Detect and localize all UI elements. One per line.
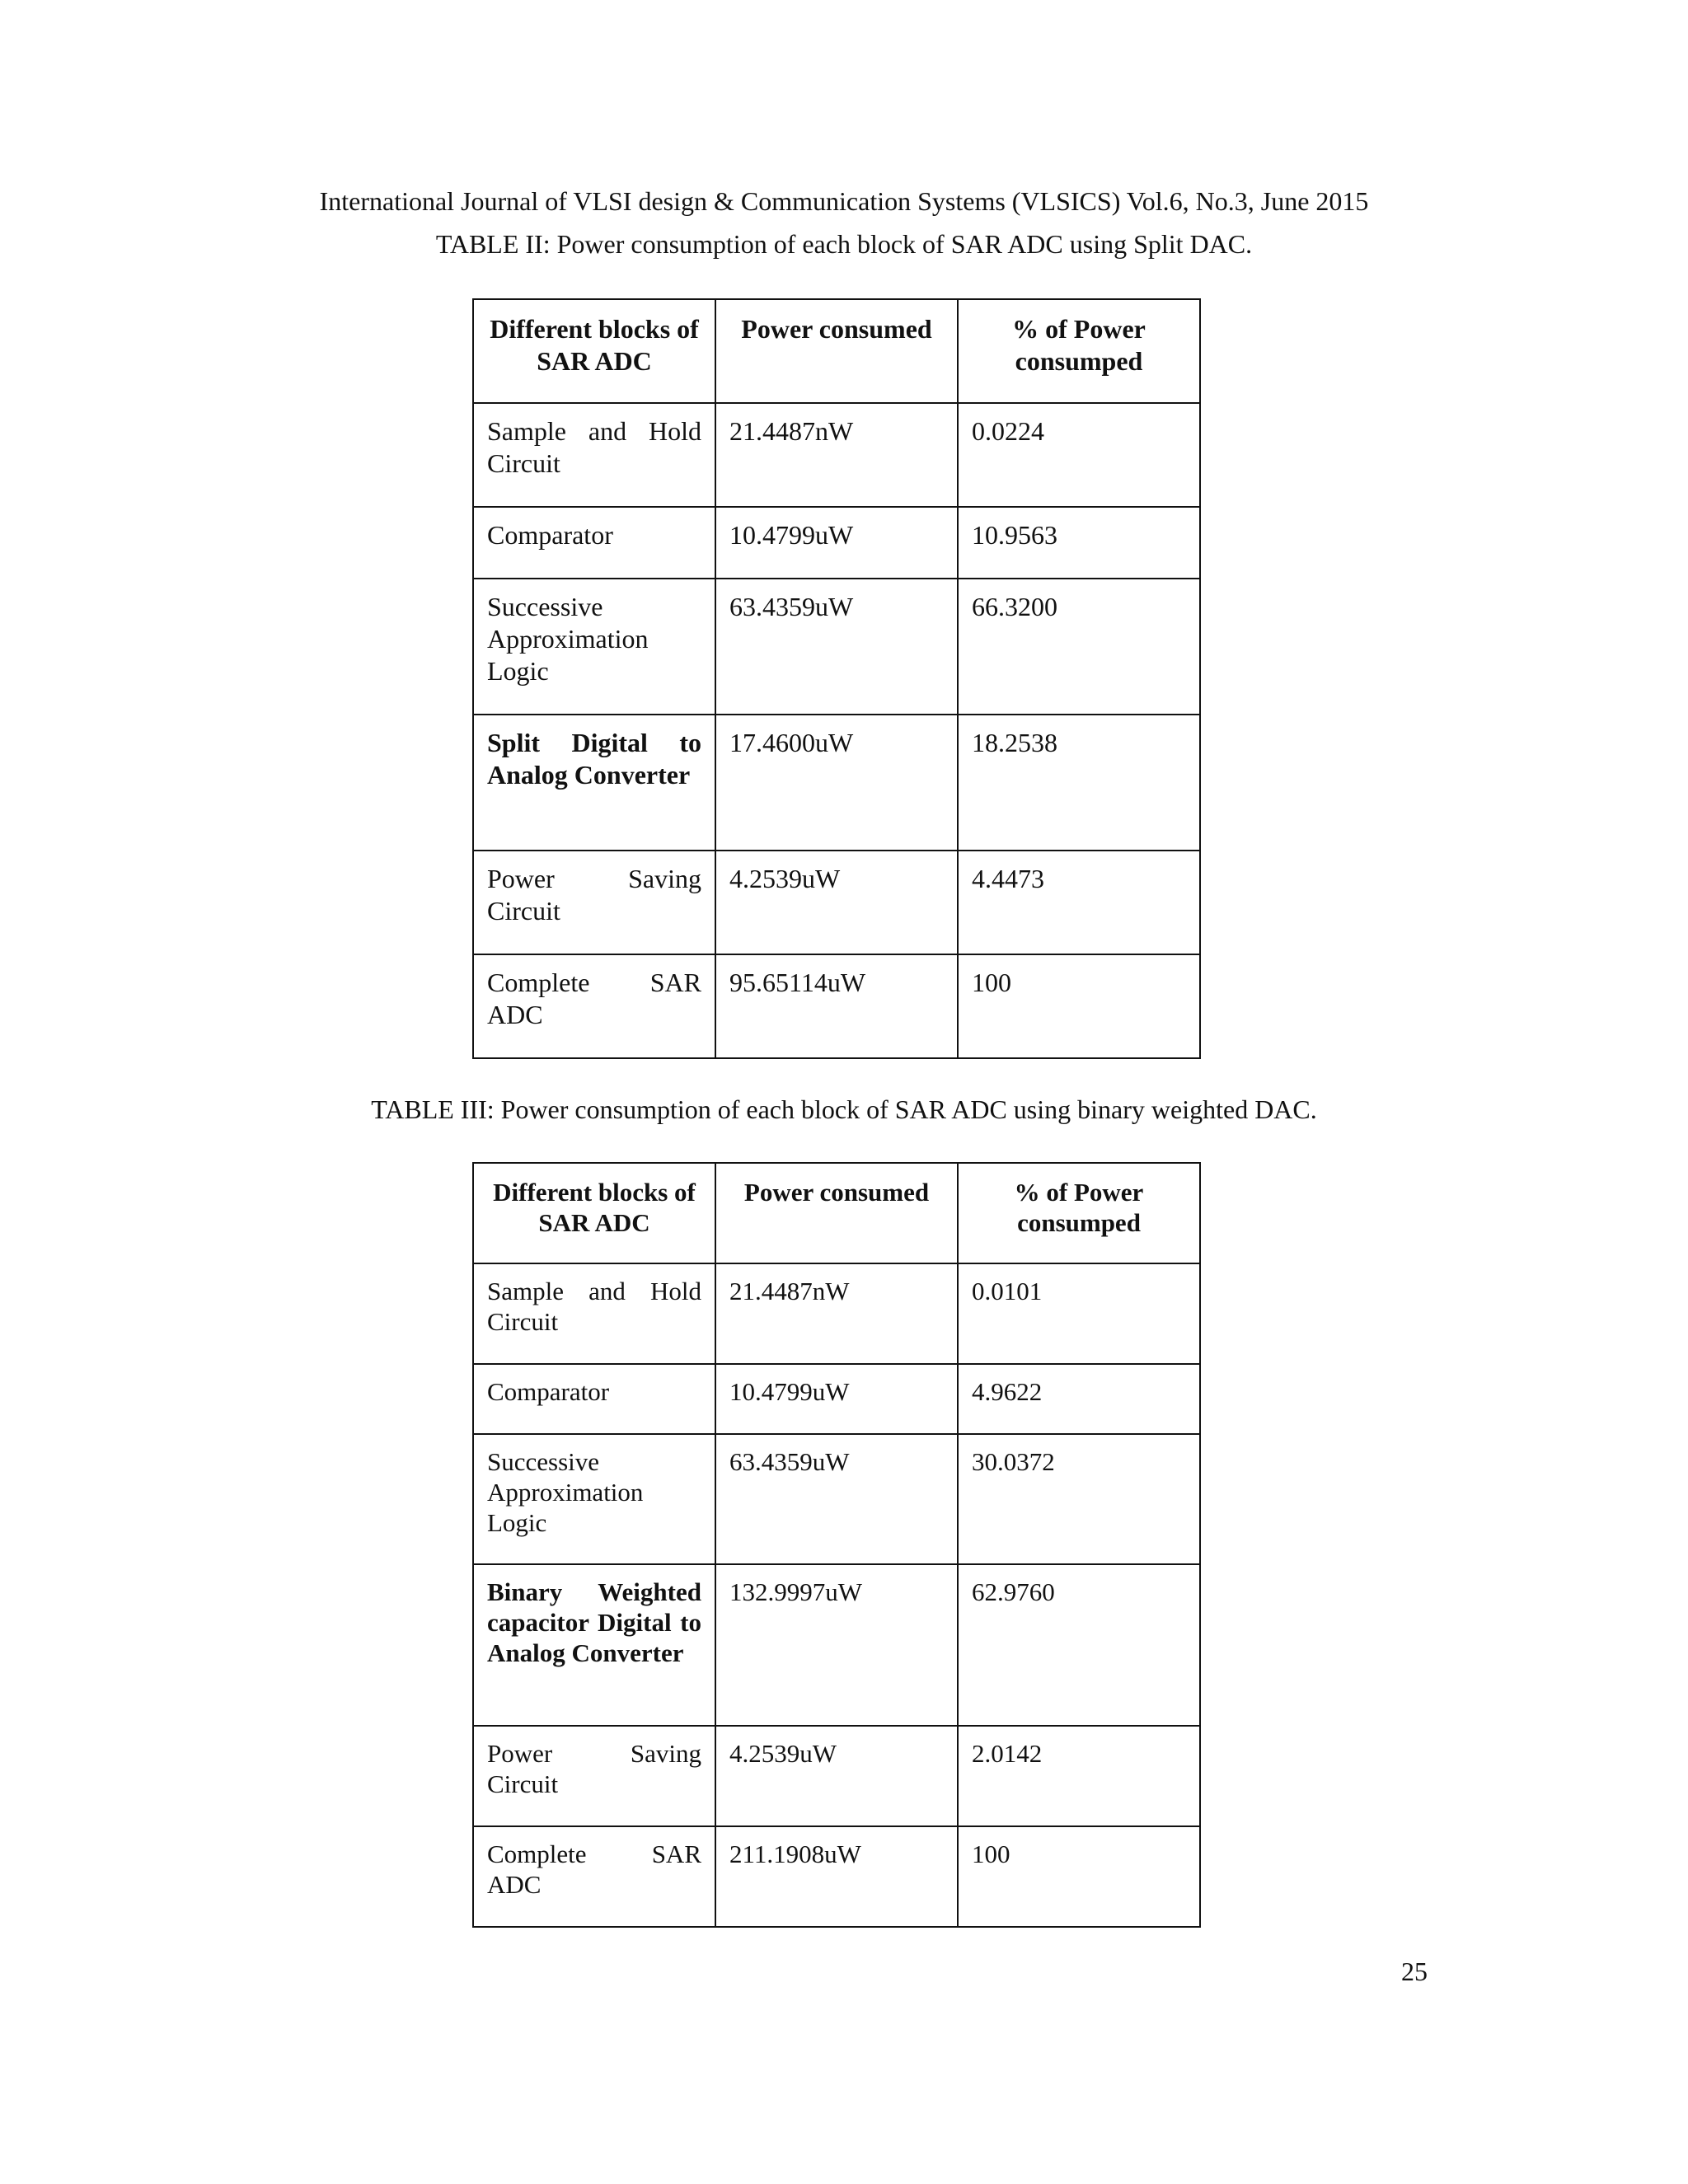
block-name: Split Digital to Analog Converter <box>473 715 715 851</box>
percent-value: 10.9563 <box>958 507 1200 579</box>
table-2-header-row <box>473 299 1200 403</box>
power-value: 21.4487nW <box>715 403 958 507</box>
power-value: 132.9997uW <box>715 1564 958 1726</box>
column-header-power: Power consumed <box>715 1163 958 1263</box>
block-name: Comparator <box>473 507 715 579</box>
power-value: 63.4359uW <box>715 579 958 715</box>
block-name: Power Saving Circuit <box>473 1726 715 1826</box>
running-header: International Journal of VLSI design & Communication Systems (VLSICS) Vol.6, No.3, June 2015 <box>319 186 1369 216</box>
power-value: 10.4799uW <box>715 1364 958 1434</box>
power-value: 10.4799uW <box>715 507 958 579</box>
power-value: 21.4487nW <box>715 1263 958 1364</box>
table-row <box>473 403 1200 507</box>
percent-value: 66.3200 <box>958 579 1200 715</box>
power-value: 4.2539uW <box>715 851 958 954</box>
table-row <box>473 1564 1200 1726</box>
table-row <box>473 1434 1200 1564</box>
column-header-percent: % of Power consumped <box>958 299 1200 403</box>
table-3-header-row <box>473 1163 1200 1263</box>
block-name: Complete SAR ADC <box>473 954 715 1058</box>
percent-value: 100 <box>958 1826 1200 1927</box>
power-value: 95.65114uW <box>715 954 958 1058</box>
table-row <box>473 1263 1200 1364</box>
block-name: Comparator <box>473 1364 715 1434</box>
block-name: Complete SAR ADC <box>473 1826 715 1927</box>
power-value: 211.1908uW <box>715 1826 958 1927</box>
percent-value: 0.0224 <box>958 403 1200 507</box>
column-header-power: Power consumed <box>715 299 958 403</box>
percent-value: 62.9760 <box>958 1564 1200 1726</box>
power-value: 63.4359uW <box>715 1434 958 1564</box>
percent-value: 100 <box>958 954 1200 1058</box>
table-row <box>473 579 1200 715</box>
table-row <box>473 954 1200 1058</box>
block-name: Sample and Hold Circuit <box>473 1263 715 1364</box>
percent-value: 0.0101 <box>958 1263 1200 1364</box>
block-name: Sample and Hold Circuit <box>473 403 715 507</box>
table-row <box>473 507 1200 579</box>
block-name: Binary Weighted capacitor Digital to Analog Converter <box>473 1564 715 1726</box>
table-row <box>473 1726 1200 1826</box>
table-row <box>473 1364 1200 1434</box>
block-name: Successive Approximation Logic <box>473 579 715 715</box>
block-name: Successive Approximation Logic <box>473 1434 715 1564</box>
column-header-block: Different blocks of SAR ADC <box>473 299 715 403</box>
power-value: 4.2539uW <box>715 1726 958 1826</box>
block-name: Power Saving Circuit <box>473 851 715 954</box>
power-value: 17.4600uW <box>715 715 958 851</box>
percent-value: 30.0372 <box>958 1434 1200 1564</box>
table-3-caption: TABLE III: Power consumption of each block of SAR ADC using binary weighted DAC. <box>371 1094 1317 1124</box>
percent-value: 4.4473 <box>958 851 1200 954</box>
column-header-percent: % of Power consumped <box>958 1163 1200 1263</box>
percent-value: 18.2538 <box>958 715 1200 851</box>
table-3 <box>472 1162 1201 1928</box>
table-row <box>473 851 1200 954</box>
table-row <box>473 715 1200 851</box>
page-number: 25 <box>1401 1957 1428 1986</box>
table-2 <box>472 298 1201 1059</box>
table-row <box>473 1826 1200 1927</box>
percent-value: 2.0142 <box>958 1726 1200 1826</box>
percent-value: 4.9622 <box>958 1364 1200 1434</box>
column-header-block: Different blocks of SAR ADC <box>473 1163 715 1263</box>
table-2-caption: TABLE II: Power consumption of each block of SAR ADC using Split DAC. <box>435 229 1253 259</box>
